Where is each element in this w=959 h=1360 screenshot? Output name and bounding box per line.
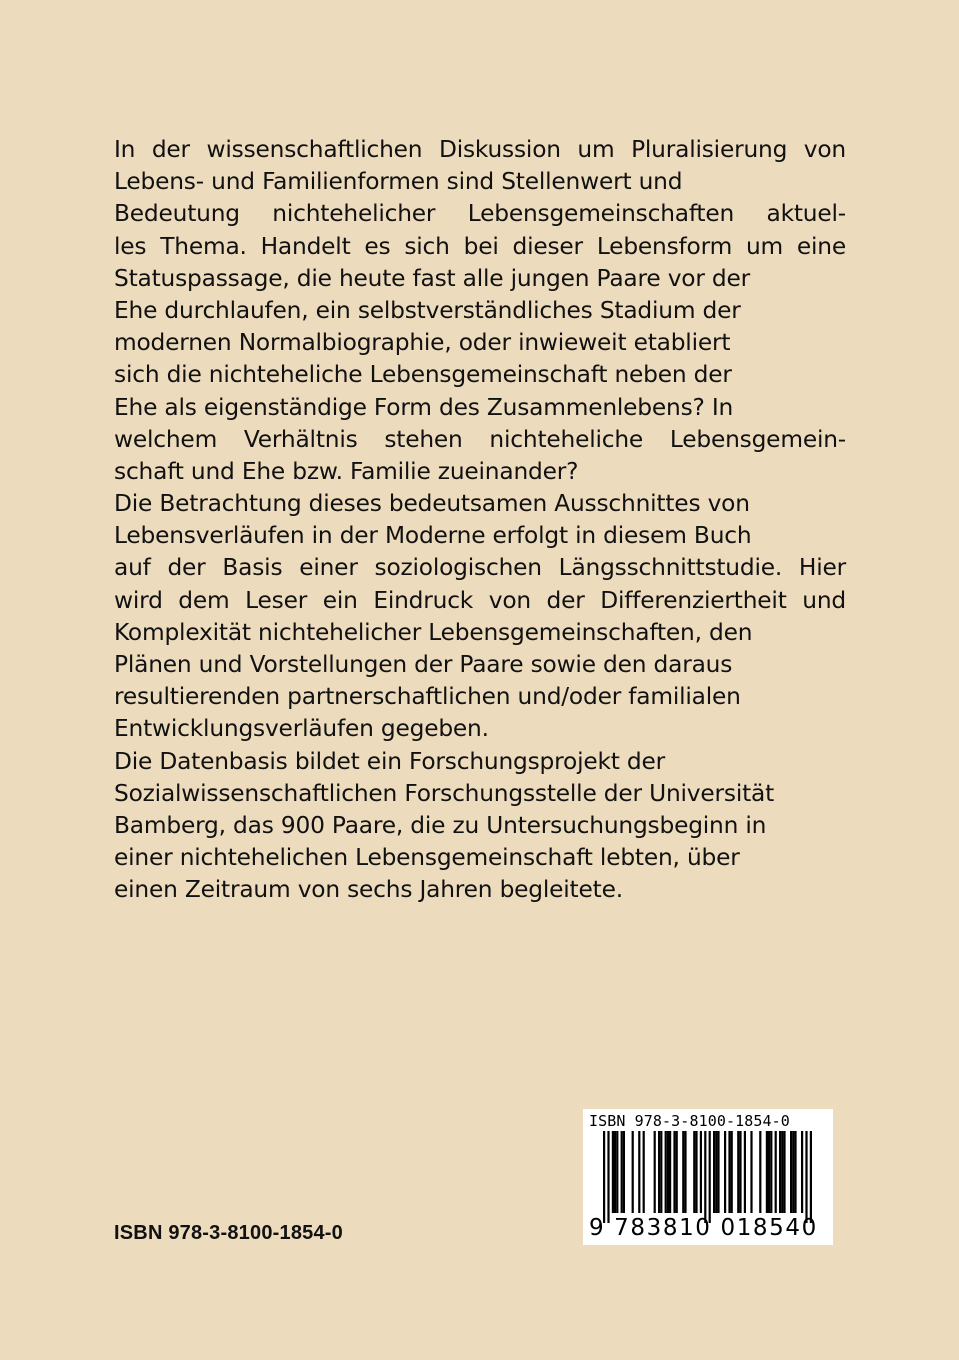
blurb-line: modernen Normalbiographie, oder inwieweit etabliert — [114, 329, 731, 357]
barcode-bar — [779, 1131, 781, 1213]
blurb-line: Bedeutung nichtehelicher Lebensgemeinschaften aktuel- — [114, 200, 846, 228]
barcode-bar — [623, 1131, 625, 1213]
blurb-line: Sozialwissenschaftlichen Forschungsstelle der Universität — [114, 779, 775, 807]
blurb-line: Lebensverläufen in der Moderne erfolgt in diesem Buch — [114, 522, 752, 550]
barcode-bar — [643, 1131, 645, 1213]
blurb-line: auf der Basis einer soziologischen Längsschnittstudie. Hier — [114, 554, 846, 582]
barcode-bar — [616, 1131, 618, 1213]
barcode-bar — [744, 1131, 746, 1213]
barcode-bar — [614, 1131, 616, 1213]
barcode-bar — [682, 1131, 684, 1213]
blurb-line: Die Datenbasis bildet ein Forschungsprojekt der — [114, 747, 665, 775]
barcode-bar — [739, 1131, 741, 1213]
barcode-bar — [713, 1131, 715, 1213]
barcode-bar — [621, 1131, 623, 1213]
barcode-isbn-text: ISBN 978-3-8100-1854-0 — [589, 1112, 790, 1130]
barcode-bar — [728, 1131, 730, 1213]
blurb-line: resultierenden partnerschaftlichen und/oder familialen — [114, 683, 741, 711]
barcode-bar — [790, 1131, 792, 1213]
barcode-digits: 9 783810 018540 — [589, 1215, 818, 1241]
barcode-bar — [667, 1131, 669, 1213]
blurb-line: schaft und Ehe bzw. Familie zueinander? — [114, 457, 579, 485]
barcode-bar — [801, 1131, 803, 1213]
barcode-bar — [603, 1131, 605, 1223]
isbn-label: ISBN 978-3-8100-1854-0 — [114, 1222, 343, 1244]
blurb-line: In der wissenschaftlichen Diskussion um Pluralisierung von — [114, 136, 846, 163]
barcode-bar — [792, 1131, 794, 1213]
barcode-bar — [766, 1131, 768, 1213]
barcode-bar — [731, 1131, 733, 1213]
barcode-bar — [770, 1131, 772, 1213]
barcode-bar — [660, 1131, 662, 1213]
barcode-bar — [759, 1131, 761, 1213]
blurb-line: Entwicklungsverläufen gegeben. — [114, 715, 489, 743]
barcode-bar — [781, 1131, 783, 1213]
isbn-barcode — [583, 1109, 833, 1245]
blurb-line: einen Zeitraum von sechs Jahren begleitete. — [114, 876, 623, 904]
barcode-bar — [607, 1131, 609, 1223]
barcode-bar — [704, 1131, 706, 1223]
blurb-line: einer nichtehelichen Lebensgemeinschaft lebten, über — [114, 844, 740, 872]
barcode-bar — [700, 1131, 702, 1213]
blurb-line: Ehe als eigenständige Form des Zusammenlebens? In — [114, 393, 734, 421]
blurb-line: sich die nichteheliche Lebensgemeinschaft neben der — [114, 361, 732, 389]
barcode-bar — [669, 1131, 671, 1213]
barcode-bar — [775, 1131, 777, 1213]
blurb-line: Lebens- und Familienformen sind Stellenwert und — [114, 168, 683, 196]
barcode-bar — [673, 1131, 675, 1213]
back-cover-blurb — [114, 134, 846, 907]
barcode-bar — [724, 1131, 726, 1213]
blurb-line: Plänen und Vorstellungen der Paare sowie den daraus — [114, 651, 733, 678]
barcode-bar — [695, 1131, 697, 1213]
barcode-bar — [684, 1131, 686, 1213]
barcode-bar — [715, 1131, 717, 1213]
blurb-line: Statuspassage, die heute fast alle jungen Paare vor der — [114, 264, 751, 292]
blurb-line: Die Betrachtung dieses bedeutsamen Ausschnittes von — [114, 490, 750, 518]
barcode-bar — [709, 1131, 711, 1223]
blurb-line: Ehe durchlaufen, ein selbstverständliches Stadium der — [114, 296, 741, 324]
blurb-line: Komplexität nichtehelicher Lebensgemeinschaften, den — [114, 618, 753, 646]
barcode-bar — [676, 1131, 678, 1213]
blurb-line: welchem Verhältnis stehen nichteheliche Lebensgemein- — [114, 425, 846, 453]
barcode-bar — [638, 1131, 640, 1213]
blurb-line: les Thema. Handelt es sich bei dieser Lebensform um eine — [114, 232, 846, 260]
barcode-bar — [654, 1131, 656, 1213]
blurb-line: Bamberg, das 900 Paare, die zu Untersuchungsbeginn in — [114, 811, 767, 839]
barcode-bar — [768, 1131, 770, 1213]
barcode-bar — [612, 1131, 614, 1213]
barcode-bar — [737, 1131, 739, 1213]
barcode-bar — [750, 1131, 752, 1213]
barcode-bar — [658, 1131, 660, 1213]
blurb-line: wird dem Leser ein Eindruck von der Differenziertheit und — [114, 586, 846, 614]
barcode-bar — [665, 1131, 667, 1213]
barcode-bar — [717, 1131, 719, 1213]
barcode-bar — [632, 1131, 634, 1213]
barcode-bar — [783, 1131, 785, 1213]
barcode-bar — [693, 1131, 695, 1213]
barcode-bar — [794, 1131, 796, 1213]
barcode-bar — [810, 1131, 812, 1223]
barcode-bar — [805, 1131, 807, 1223]
